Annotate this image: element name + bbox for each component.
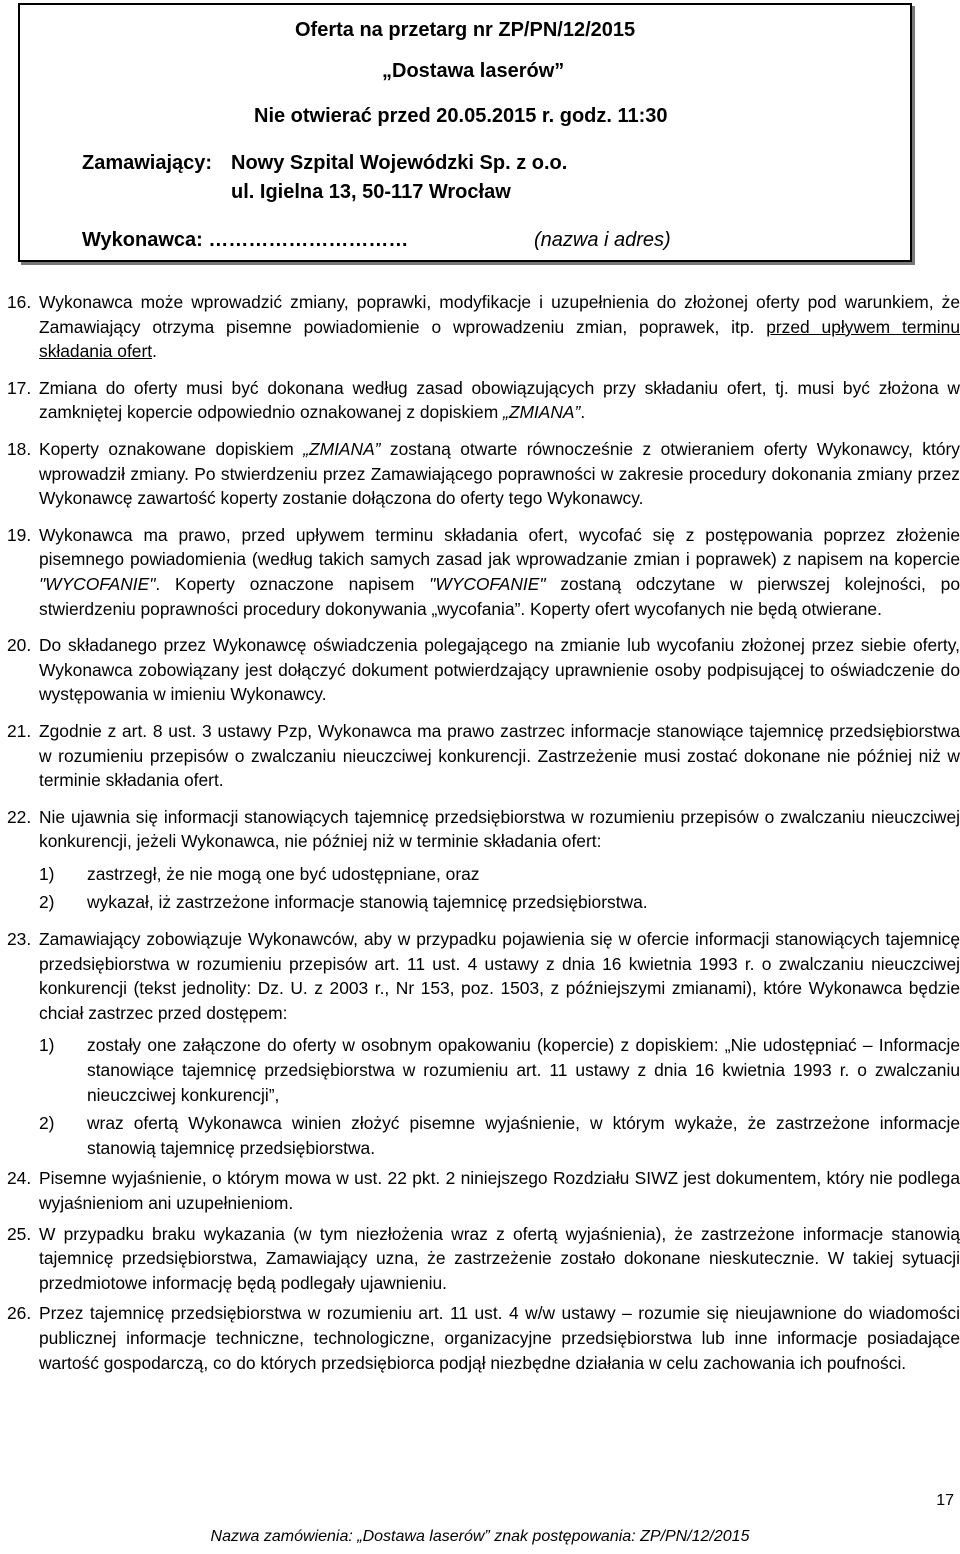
clause-text: Zmiana do oferty musi być dokonana według zasad obowiązujących przy składaniu ofert, tj. musi być złożona w zamkniętej kopercie odpowiednio oznakowanej z dopiskiem <box>39 377 960 423</box>
sub-item <box>39 1111 960 1160</box>
clause-text: zostaną otwarte równocześnie z otwieraniem oferty Wykonawcy, który wprowadził zmiany. Po stwierdzeniu przez Zamawiającego poprawności w zakresie procedury dokonania zmiany przez Wykonawcę zawartość koperty zostanie dołączona do oferty tego Wykonawcy. <box>39 438 960 509</box>
clause-17 <box>7 376 960 425</box>
clause-text: Pisemne wyjaśnienie, o którym mowa w ust. 22 pkt. 2 niniejszego Rozdziału SIWZ jest dokumentem, który nie podlega wyjaśnieniom ani uzupełnieniom. <box>39 1168 960 1213</box>
clause-text: Zgodnie z art. 8 ust. 3 ustawy Pzp, Wykonawca ma prawo zastrzec informacje stanowiące tajemnicę przedsiębiorstwa w rozumieniu przepisów o zwalczaniu nieuczciwej konkurencji. Zastrzeżenie musi zostać dokonane nie później niż w terminie składania ofert. <box>39 720 960 791</box>
clause-16 <box>7 290 960 364</box>
sub-item <box>39 862 960 887</box>
clause-text: Nie ujawnia się informacji stanowiących tajemnicę przedsiębiorstwa w rozumieniu przepisów o zwalczaniu nieuczciwej konkurencji, jeżeli Wykonawca, nie później niż w terminie składania ofert: <box>39 806 960 852</box>
page-number: 17 <box>936 1492 954 1509</box>
clause-25 <box>7 1222 960 1296</box>
underlined-text: przed upływem terminu składania ofert <box>39 316 960 362</box>
clause-text: zostaną odczytane w pierwszej kolejności, po stwierdzeniu poprawności procedury dokonywania „wycofania”. Koperty ofert wycofanych nie będą otwierane. <box>39 573 960 619</box>
clause-24 <box>7 1166 960 1215</box>
clause-number: 16. <box>7 292 32 312</box>
clause-23 <box>7 927 960 1160</box>
footer-order-reference: Nazwa zamówienia: „Dostawa laserów” znak postępowania: ZP/PN/12/2015 <box>210 1528 750 1545</box>
clause-number: 22. <box>7 806 32 827</box>
ordering-party-address: ul. Igielna 13, 50-117 Wrocław <box>231 181 511 203</box>
sub-item-number: 2) <box>39 892 55 913</box>
clause-number: 20. <box>7 635 32 656</box>
document-body <box>7 290 960 1375</box>
sub-item <box>39 890 960 915</box>
clause-18 <box>7 437 960 511</box>
clause-text: Koperty oznakowane dopiskiem <box>39 438 294 459</box>
clause-text: Zamawiający zobowiązuje Wykonawców, aby w przypadku pojawienia się w ofercie informacji stanowiących tajemnicę przedsiębiorstwa w rozumieniu przepisów art. 11 ust. 4 ustawy z dnia 16 kwietnia 1993 r. o zwalczaniu nieuczciwej konkurencji (tekst jednolity: Dz. U. z 2003 r., Nr 153, poz. 1503, z późniejszymi zmianami), które Wykonawca będzie chciał zastrzec przed dostępem: <box>39 929 960 1023</box>
italic-text: "WYCOFANIE" <box>429 573 546 594</box>
sub-item-number: 2) <box>39 1113 55 1134</box>
sub-item-number: 1) <box>39 1035 55 1056</box>
punctuation: . <box>580 402 586 423</box>
clause-text: Przez tajemnicę przedsiębiorstwa w rozumieniu art. 11 ust. 4 w/w ustawy – rozumie się nieujawnione do wiadomości publicznej informacje techniczne, technologiczne, organizacyjne przedsiębiorstwa lub inne informacje posiadające wartość gospodarczą, co do których przedsiębiorca podjął niezbędne działania w celu zachowania ich poufności. <box>39 1303 960 1373</box>
clause-text: Wykonawca może wprowadzić zmiany, poprawki, modyfikacje i uzupełnienia do złożonej oferty pod warunkiem, że Zamawiający otrzyma pisemne powiadomienie o wprowadzeniu zmian, poprawek, itp. <box>39 292 960 337</box>
clause-text: W przypadku braku wykazania (w tym niezłożenia wraz z ofertą wyjaśnienia), że zastrzeżone informacje stanowią tajemnicę przedsiębiorstwa, Zamawiający uzna, że zastrzeżenie zostało dokonane nieskutecznie. W takiej sytuacji przedmiotowe informację będą podlegały ujawnieniu. <box>39 1223 960 1293</box>
clause-number: 19. <box>7 524 32 545</box>
contractor-hint: (nazwa i adres) <box>534 229 671 251</box>
clause-number: 25. <box>7 1223 32 1244</box>
clause-21 <box>7 719 960 793</box>
sub-item-text: zostały one załączone do oferty w osobnym opakowaniu (kopercie) z dopiskiem: „Nie udostępniać – Informacje stanowiące tajemnicę przedsiębiorstwa w rozumieniu art. 11 ustawy z dnia 16 kwietnia 1993 r. o zwalczaniu nieuczciwej konkurencji”, <box>87 1035 960 1105</box>
clause-19 <box>7 523 960 621</box>
clause-22 <box>7 805 960 915</box>
contractor-label: Wykonawca: ………………………… <box>82 229 409 251</box>
ordering-party-name: Nowy Szpital Wojewódzki Sp. z o.o. <box>231 152 568 174</box>
ordering-party-label: Zamawiający: <box>82 152 213 174</box>
clause-20 <box>7 633 960 707</box>
order-name: „Dostawa laserów” <box>382 60 565 82</box>
sub-item-number: 1) <box>39 863 55 884</box>
clause-text: Do składanego przez Wykonawcę oświadczenia polegającego na zmianie lub wycofaniu złożonej przez siebie oferty, Wykonawca zobowiązany jest dołączyć dokument potwierdzający uprawnienie osoby podpisującej to oświadczenie do występowania w imieniu Wykonawcy. <box>39 635 960 705</box>
clause-number: 17. <box>7 377 32 398</box>
sub-item-text: wraz ofertą Wykonawca winien złożyć pisemne wyjaśnienie, w którym wykaże, że zastrzeżone informacje stanowią tajemnicę przedsiębiorstwa. <box>87 1113 960 1158</box>
italic-text: „ZMIANA” <box>503 402 581 423</box>
clause-number: 24. <box>7 1168 32 1189</box>
clause-number: 21. <box>7 720 32 741</box>
clause-number: 23. <box>7 929 32 950</box>
clause-number: 18. <box>7 438 32 459</box>
italic-text: "WYCOFANIE" <box>39 573 156 594</box>
sub-item-text: wykazał, iż zastrzeżone informacje stanowią tajemnicę przedsiębiorstwa. <box>87 892 648 913</box>
italic-text: „ZMIANA” <box>303 438 381 459</box>
sub-item <box>39 1033 960 1107</box>
offer-title: Oferta na przetarg nr ZP/PN/12/2015 <box>295 19 636 41</box>
offer-envelope-label <box>18 3 912 262</box>
sub-item-text: zastrzegł, że nie mogą one być udostępniane, oraz <box>87 863 480 884</box>
clause-number: 26. <box>7 1303 32 1324</box>
do-not-open-notice: Nie otwierać przed 20.05.2015 r. godz. 11:30 <box>254 105 668 127</box>
punctuation: . <box>152 341 157 362</box>
clause-text: Wykonawca ma prawo, przed upływem terminu składania ofert, wycofać się z postępowania poprzez złożenie pisemnego powiadomienia (według takich samych zasad jak wprowadzanie zmian i poprawek) z napisem na kopercie <box>39 524 960 570</box>
clause-text: . Koperty oznaczone napisem <box>155 573 415 594</box>
clause-26 <box>7 1301 960 1375</box>
